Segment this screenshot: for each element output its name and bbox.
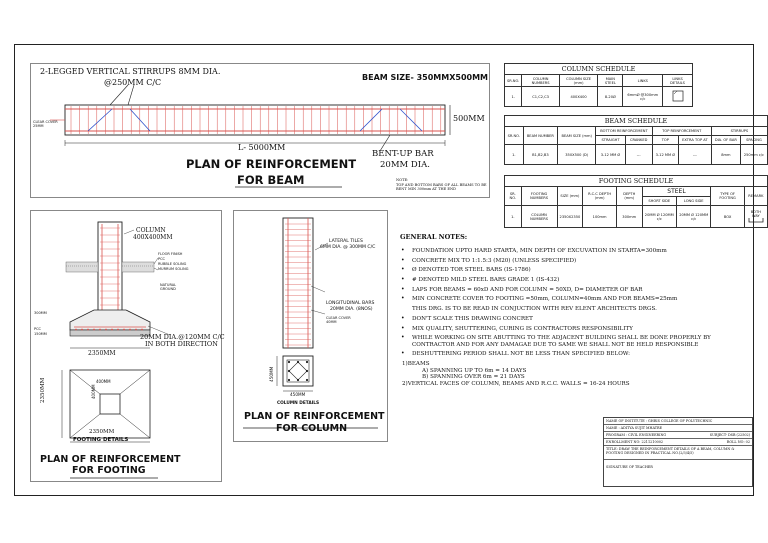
plan-bottom-dim: 2350MM	[89, 429, 115, 435]
beam-schedule-title: BEAM SCHEDULE	[505, 116, 768, 127]
general-note-item: • WHILE WORKING ON SITE ABUTTING TO THE ADJACENT BUILDING SHALL BE DONE PROPERLY BY CONTRACTOR AND FOR ANY DAMAGAE DUE TO SAME WE SHALL NOT BE HELD RESPONSIBLE	[400, 335, 745, 348]
table-cell: 8-20Ø	[598, 87, 623, 107]
col-header: LONG SIDE	[677, 197, 711, 206]
table-cell: 2350X2350	[557, 206, 583, 228]
footing-depth-label: 300MM	[34, 311, 47, 315]
general-note-item: • MIN CONCRETE COVER TO FOOTING =50mm, COLUMN=40mm AND FOR BEAMS=25mm	[400, 296, 745, 303]
bentup-label-2: 20MM DIA.	[380, 160, 430, 170]
footing-bar-dot	[129, 329, 131, 331]
general-note-item: • FOUNDATION UPTO HARD STARTA, MIN DEPTH OF EXCUVATION IN STARTA=300mm	[400, 248, 745, 255]
long-bars-label-2: 20MM DIA. (8NOS)	[330, 307, 373, 312]
footing-bar-dot	[123, 329, 125, 331]
footing-title-line-2: FOR FOOTING	[72, 465, 146, 476]
column-title-line-1: PLAN OF REINFORCEMENT	[244, 411, 385, 422]
table-cell: 400X400	[559, 87, 597, 107]
footing-bar-dot	[111, 329, 113, 331]
col-header: STIRRUPS	[711, 127, 767, 136]
beam-note	[396, 178, 488, 192]
plan-vertical-dim: 2350MM	[40, 377, 46, 403]
footing-bar-dot	[141, 329, 143, 331]
pcc-depth-label-1: PCC	[34, 327, 41, 331]
table-cell: ---	[678, 145, 711, 165]
col-header: DIA. OF BAR	[711, 136, 740, 145]
col-header: TOP REINFORCEMENT	[652, 127, 711, 136]
general-note-item: • # DENOTED MILD STEEL BARS GRADE 1 (IS-432)	[400, 277, 745, 284]
stirrup-note-1: 2-LEGGED VERTICAL STIRRUPS 8MM DIA.	[40, 67, 221, 76]
general-note-item: • DON'T SCALE THIS DRAWING CONCRET	[400, 316, 745, 323]
student-name: NAME : ADITYA SUJIT MHATRE	[604, 425, 752, 432]
table-cell: 20MM Ø 120MM c/c	[677, 206, 711, 228]
footing-width-label: 2350MM	[88, 350, 116, 357]
col-header: LINKS DETAILS	[663, 75, 693, 87]
footing-bar-dot	[75, 329, 77, 331]
column-bar-dot	[306, 379, 308, 381]
column-details-label: COLUMN DETAILS	[277, 401, 320, 406]
beam-schedule-table	[504, 115, 768, 165]
footing-bar-dot	[135, 329, 137, 331]
col-header: SR.NO.	[505, 127, 524, 145]
deshuttering-walls: 2)VERTICAL FACES OF COLUMN, BEAMS AND R.C.C. WALLS = 16-24 HOURS	[402, 380, 630, 387]
deshuttering-beams: 1)BEAMS	[402, 361, 430, 368]
rubble-label: RUBBLE SOLING	[158, 262, 187, 266]
column-schedule-table	[504, 63, 693, 107]
column-bar-dot	[306, 361, 308, 363]
table-cell: BOX	[711, 206, 744, 228]
table-cell: 100mm	[583, 206, 617, 228]
column-bar-dot	[297, 379, 299, 381]
column-cover-label: CLEAR COVER 40MM	[326, 316, 351, 324]
table-cell: ---	[625, 145, 652, 165]
plan-column-depth: 400MM	[91, 384, 96, 399]
plan-column-width: 400MM	[96, 379, 111, 384]
beam-size-label: BEAM SIZE- 350MMX500MM	[362, 73, 489, 82]
beam-title-line-1: PLAN OF REINFORCEMENT	[186, 157, 357, 171]
footing-bar-dot	[99, 329, 101, 331]
col-header: DEPTH (mm)	[616, 187, 642, 206]
column-side-dim: 450MM	[269, 366, 274, 382]
col-header: TYPE OF FOOTING	[711, 187, 744, 206]
col-header: SR.NO.	[505, 75, 522, 87]
col-header: SHORT SIDE	[642, 197, 676, 206]
column-bar-dot	[288, 370, 290, 372]
general-note-item: • MIX QUALITY, SHUTTERING, CURING IS CONTRACTORS RESPONSIBILITY	[400, 326, 745, 333]
footing-bar-dot	[87, 329, 89, 331]
general-note-item: THIS DRG. IS TO BE READ IN CONJUCTION WITH REV ELENT ARCHITECTS DRGS.	[412, 306, 657, 313]
beam-depth-label: 500MM	[453, 114, 485, 123]
table-cell: 20MM Ø 120MM c/c	[642, 206, 676, 228]
table-cell: 1.	[505, 145, 524, 165]
general-note-item: • LAPS FOR BEAMS = 60xD AND FOR COLUMN = 50XD, D= DIAMETER OF BAR	[400, 287, 745, 294]
footing-column-label-1: COLUMN	[136, 227, 166, 234]
col-header: TOP	[652, 136, 678, 145]
table-cell: 300mm	[616, 206, 642, 228]
table-row	[505, 206, 768, 228]
long-bars-label-1: LONGITUDINAL BARS	[326, 301, 375, 306]
pcc-label: PCC	[158, 257, 165, 261]
footing-bars-label-1: 20MM DIA.@120MM C/C	[140, 333, 225, 341]
general-notes-heading: GENERAL NOTES:	[400, 233, 468, 241]
floor-finish-label: FLOOR FINISH	[158, 252, 183, 256]
general-notes	[400, 233, 745, 387]
drawing-title: TITLE: DRAW THE REINFORCEMENT DETAILS OF A BEAM, COLUMN & FOOTING DESIGNED IN PRACTICAL NO.(2/3/4/5)	[604, 446, 752, 460]
col-header: MAIN STEEL	[598, 75, 623, 87]
col-header: LINKS	[623, 75, 663, 87]
beam-note-text: TOP AND BOTTOM BARS OF ALL BEAMS TO BE BENT MIN 300mm AT THE END	[396, 182, 487, 191]
bentup-label-1: BENT-UP BAR	[372, 149, 434, 159]
beam-note-heading: NOTE:	[396, 178, 409, 182]
col-header: SIZE (mm)	[557, 187, 583, 206]
natural-ground-label: NATURAL GROUND	[160, 283, 177, 291]
table-cell: 250mm c/c	[740, 145, 767, 165]
table-cell	[744, 206, 767, 228]
column-bar-dot	[306, 370, 308, 372]
roll-number: ROLL NO: 02	[726, 440, 750, 444]
column-bottom-dim: 450MM	[290, 392, 306, 397]
stirrup-note-2: @250MM C/C	[104, 78, 162, 87]
table-cell: B1,B2,B3	[523, 145, 558, 165]
general-note-item: • Ø DENOTED TOR STEEL BARS (IS-1786)	[400, 267, 745, 274]
link-detail-icon	[663, 87, 693, 107]
table-cell: 350X500 (D)	[558, 145, 596, 165]
col-header: BEAM SIZE (mm)	[558, 127, 596, 145]
teacher-signature: SIGNATURE OF TEACHER	[606, 465, 653, 469]
footing-bar-dot	[81, 329, 83, 331]
column-title-line-2: FOR COLUMN	[276, 423, 348, 434]
col-header: BEAM NUMBER	[523, 127, 558, 145]
program-subject	[604, 432, 752, 439]
institute-name: NAME OF INSTITUTE : GHRIS COLLEGE OF POLYTECHNIC	[604, 418, 752, 425]
murrum-label: MURRUM SOLING	[158, 267, 189, 271]
subject-name: SUBJECT- DSB (22502)	[709, 433, 750, 437]
enrollment-number: ENROLLMENT NO: 2211210002	[606, 440, 664, 444]
footing-bar-dot	[105, 329, 107, 331]
pcc-depth-label-2: 150MM	[34, 332, 47, 336]
column-bar-dot	[297, 361, 299, 363]
enrollment-roll	[604, 439, 752, 446]
col-header: CRANKED	[625, 136, 652, 145]
footing-details-label: FOOTING DETAILS	[73, 437, 129, 443]
footing-column-label-2: 400X400MM	[133, 234, 173, 241]
col-header: SR. NO.	[505, 187, 522, 206]
col-header: COLUMN NUMBERS	[522, 75, 560, 87]
deshuttering-beams-b: B) SPANNING OVER 6m = 21 DAYS	[422, 374, 525, 381]
program-name: PROGRAM : CIVIL ENGINEERING	[606, 433, 667, 437]
col-header: EXTRA TOP AT	[678, 136, 711, 145]
title-block	[603, 417, 753, 487]
table-cell: 3-12 MM Ø	[596, 145, 625, 165]
col-header: R.C.C DEPTH (mm)	[583, 187, 617, 206]
footing-schedule-table	[504, 175, 768, 228]
col-header: REMARK	[744, 187, 767, 206]
general-note-item: • DESHUTTERING PERIOD SHALL NOT BE LESS THAN SPECIFIED BELOW:	[400, 351, 745, 358]
footing-bar-dot	[117, 329, 119, 331]
col-header: FOOTING NUMBERS	[521, 187, 557, 206]
col-header: BOTTOM REINFORCEMENT	[596, 127, 652, 136]
steel-header: STEEL	[642, 187, 711, 197]
footing-schedule-title: FOOTING SCHEDULE	[505, 176, 768, 187]
footing-title-line-1: PLAN OF REINFORCEMENT	[40, 454, 181, 465]
column-schedule-title: COLUMN SCHEDULE	[505, 64, 693, 75]
table-row	[505, 145, 768, 165]
lateral-ties-label-1: LATERAL TILES	[329, 239, 363, 244]
table-cell: C1,C2,C3	[522, 87, 560, 107]
footing-shape-icon	[748, 218, 764, 223]
deshuttering-beams-a: A) SPANNING UP TO 6m = 14 DAYS	[422, 367, 527, 374]
table-cell: 1.	[505, 206, 522, 228]
beam-length-label: L- 5000MM	[238, 143, 286, 152]
table-cell: COLUMN NUMBERS	[521, 206, 557, 228]
col-header: STRAIGHT	[596, 136, 625, 145]
footing-bar-dot	[93, 329, 95, 331]
table-cell: 8mm	[711, 145, 740, 165]
footing-bars-label-2: IN BOTH DIRECTION	[145, 340, 218, 348]
lateral-ties-label-2: 6MM DIA. @ 300MM C/C	[320, 245, 376, 250]
table-cell: 1.	[505, 87, 522, 107]
column-bar-dot	[288, 379, 290, 381]
col-header: COLUMN SIZE (mm)	[559, 75, 597, 87]
clear-cover-label: CLEAR COVER 25MM	[33, 120, 58, 128]
table-row	[505, 87, 693, 107]
remark-text: BOTH WAY	[750, 209, 761, 218]
col-header: SPACING	[740, 136, 767, 145]
general-note-item: • CONCRETE MIX TO 1:1.5:3 (M20) (UNLESS SPECIFIED)	[400, 258, 745, 265]
general-notes-list	[400, 248, 745, 358]
beam-title-line-2: FOR BEAM	[237, 173, 305, 187]
column-bar-dot	[288, 361, 290, 363]
table-cell: 6mmØ @300mm c/c	[623, 87, 663, 107]
table-cell: 3-12 MM Ø	[652, 145, 678, 165]
